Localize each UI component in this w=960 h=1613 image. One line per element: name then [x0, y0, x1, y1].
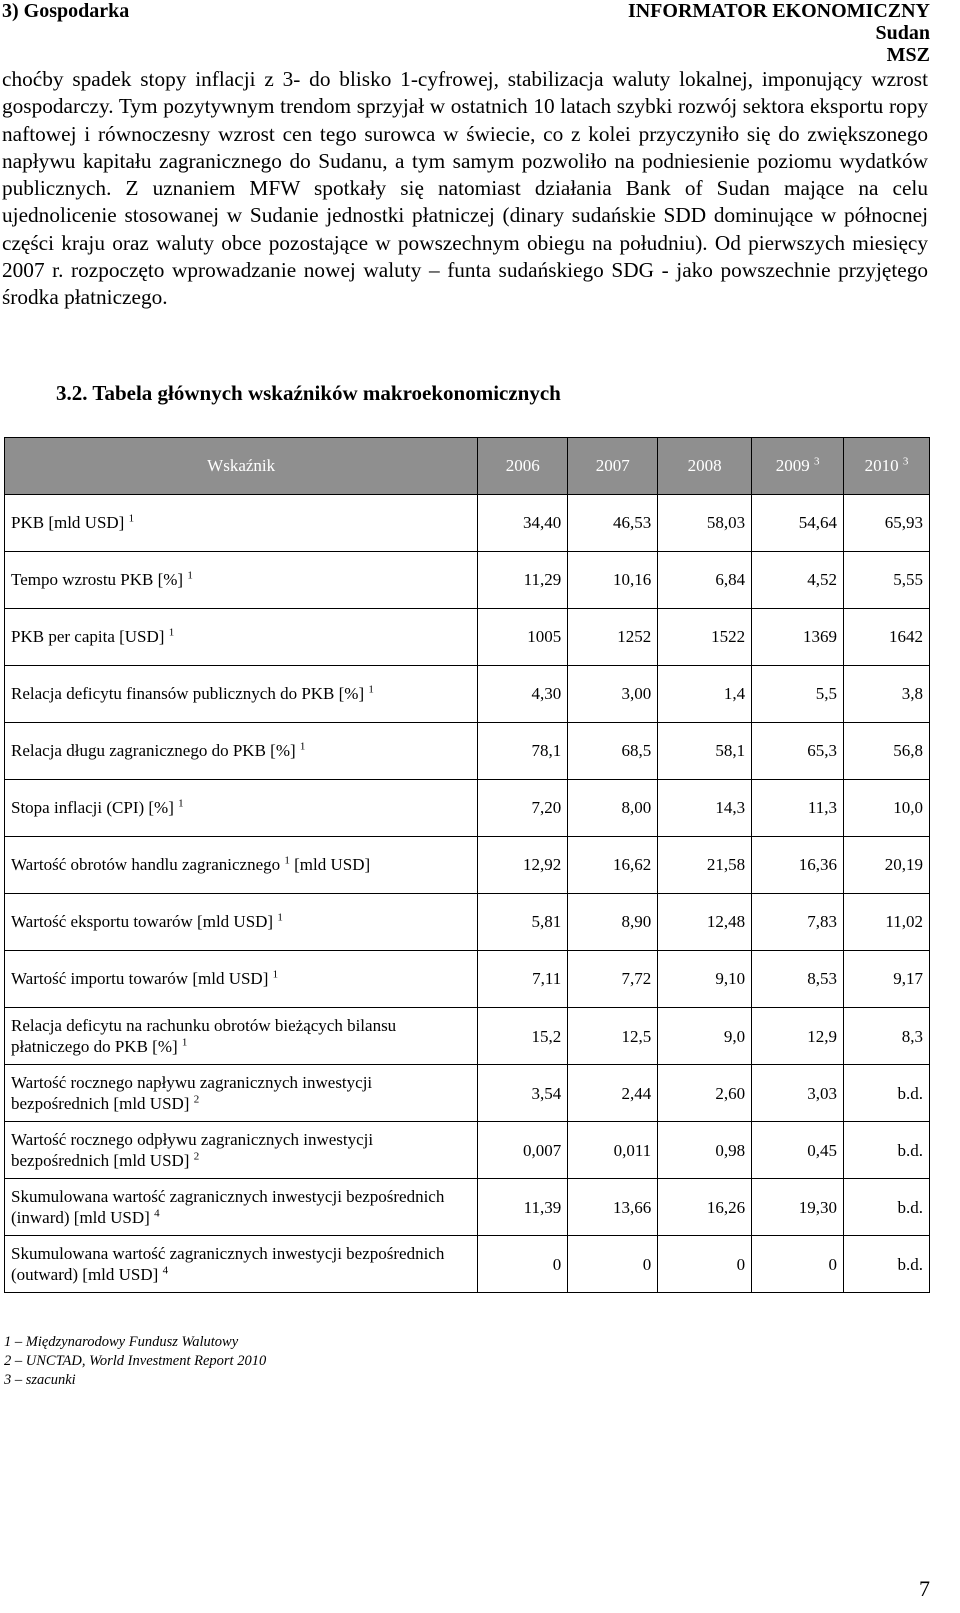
table-cell-value: 7,11 — [478, 951, 568, 1008]
table-header-year — [478, 438, 568, 495]
table-cell-value: 7,83 — [752, 894, 844, 951]
table-cell-value: 58,03 — [658, 495, 752, 552]
table-cell-value: 1005 — [478, 609, 568, 666]
indicator-label: PKB per capita [USD] — [11, 627, 165, 646]
table-cell-value: 8,90 — [568, 894, 658, 951]
indicator-name — [5, 609, 478, 666]
table-cell-value: 7,20 — [478, 780, 568, 837]
document-header-country: Sudan — [875, 22, 930, 44]
table-cell-value: 5,81 — [478, 894, 568, 951]
table-cell-value: 20,19 — [844, 837, 930, 894]
footnote-marker: 1 — [284, 854, 290, 867]
table-row — [5, 1179, 930, 1236]
indicator-name — [5, 723, 478, 780]
table-cell-value: 1522 — [658, 609, 752, 666]
indicator-name — [5, 552, 478, 609]
indicator-label: Wartość importu towarów [mld USD] — [11, 969, 269, 988]
table-cell-value: 78,1 — [478, 723, 568, 780]
year-footnote-marker: 3 — [902, 455, 909, 468]
table-row — [5, 723, 930, 780]
document-header — [628, 0, 930, 66]
footnote-marker: 1 — [299, 740, 306, 753]
table-cell-value: b.d. — [844, 1065, 930, 1122]
table-cell-value: 12,5 — [568, 1008, 658, 1065]
table-cell-value: 19,30 — [752, 1179, 844, 1236]
table-cell-value: b.d. — [844, 1179, 930, 1236]
table-cell-value: 12,48 — [658, 894, 752, 951]
footnote-marker: 1 — [181, 1036, 188, 1049]
table-cell-value: 5,55 — [844, 552, 930, 609]
table-cell-value: 58,1 — [658, 723, 752, 780]
indicator-name — [5, 666, 478, 723]
table-cell-value: 0 — [658, 1236, 752, 1293]
indicator-name — [5, 495, 478, 552]
table-cell-value: 4,30 — [478, 666, 568, 723]
footnote-marker: 2 — [193, 1093, 200, 1106]
table-cell-value: 1252 — [568, 609, 658, 666]
table-row — [5, 1122, 930, 1179]
table-header-indicator: Wskaźnik — [5, 438, 478, 495]
indicator-unit: [mld USD] — [289, 855, 371, 874]
indicator-name — [5, 894, 478, 951]
year-label: 2006 — [505, 456, 540, 475]
indicator-label: PKB [mld USD] — [11, 513, 125, 532]
table-cell-value: 8,3 — [844, 1008, 930, 1065]
indicator-name — [5, 837, 478, 894]
table-cell-value: 2,60 — [658, 1065, 752, 1122]
year-footnote-marker: 3 — [813, 455, 820, 468]
table-cell-value: 7,72 — [568, 951, 658, 1008]
table-cell-value: 10,0 — [844, 780, 930, 837]
year-label: 2008 — [687, 456, 722, 475]
footnote: 3 – szacunki — [4, 1372, 76, 1388]
table-row — [5, 666, 930, 723]
table-cell-value: 11,3 — [752, 780, 844, 837]
table-cell-value: 12,9 — [752, 1008, 844, 1065]
indicator-label: Relacja długu zagranicznego do PKB [%] — [11, 741, 296, 760]
footnote-marker: 1 — [187, 569, 193, 582]
indicator-name — [5, 1122, 478, 1179]
table-cell-value: 2,44 — [568, 1065, 658, 1122]
indicator-label: Relacja deficytu finansów publicznych do PKB [%] — [11, 684, 365, 703]
footnote-marker: 1 — [128, 512, 135, 525]
indicator-name — [5, 1065, 478, 1122]
indicators-table — [4, 437, 930, 1293]
table-row — [5, 894, 930, 951]
footnote-marker: 1 — [368, 683, 374, 696]
table-cell-value: 0 — [568, 1236, 658, 1293]
year-label: 2007 — [595, 456, 630, 475]
page-number: 7 — [919, 1576, 930, 1601]
table-header-row — [5, 438, 930, 495]
table-cell-value: 12,92 — [478, 837, 568, 894]
table-cell-value: 11,39 — [478, 1179, 568, 1236]
table-cell-value: 16,62 — [568, 837, 658, 894]
table-cell-value: 1642 — [844, 609, 930, 666]
footnote: 2 – UNCTAD, World Investment Report 2010 — [4, 1353, 267, 1369]
indicator-label: Skumulowana wartość zagranicznych inwestycji bezpośrednich (outward) [mld USD] — [11, 1244, 445, 1284]
footnote-marker: 1 — [272, 968, 279, 981]
table-cell-value: 13,66 — [568, 1179, 658, 1236]
table-cell-value: 11,29 — [478, 552, 568, 609]
table-cell-value: 9,10 — [658, 951, 752, 1008]
table-cell-value: 5,5 — [752, 666, 844, 723]
table-cell-value: 65,3 — [752, 723, 844, 780]
footnote-marker: 4 — [162, 1264, 169, 1277]
footnote-marker: 1 — [277, 911, 283, 924]
footnotes — [4, 1333, 266, 1390]
table-cell-value: 21,58 — [658, 837, 752, 894]
table-cell-value: 34,40 — [478, 495, 568, 552]
table-row — [5, 495, 930, 552]
table-header-year — [568, 438, 658, 495]
footnote-marker: 1 — [178, 797, 184, 810]
indicator-label: Wartość obrotów handlu zagranicznego — [11, 855, 281, 874]
table-cell-value: 0 — [752, 1236, 844, 1293]
table-cell-value: 65,93 — [844, 495, 930, 552]
table-cell-value: 3,8 — [844, 666, 930, 723]
table-row — [5, 780, 930, 837]
footnote-marker: 1 — [168, 626, 175, 639]
table-cell-value: 16,26 — [658, 1179, 752, 1236]
footnote-marker: 4 — [154, 1207, 160, 1220]
indicator-label: Relacja deficytu na rachunku obrotów bieżących bilansu płatniczego do PKB [%] — [11, 1016, 397, 1056]
table-cell-value: 10,16 — [568, 552, 658, 609]
table-cell-value: 15,2 — [478, 1008, 568, 1065]
indicator-name — [5, 780, 478, 837]
indicator-label: Stopa inflacji (CPI) [%] — [11, 798, 174, 817]
indicator-label: Wartość rocznego odpływu zagranicznych inwestycji bezpośrednich [mld USD] — [11, 1130, 374, 1170]
section-title: 3.2. Tabela głównych wskaźników makroekonomicznych — [56, 381, 561, 405]
indicator-name — [5, 951, 478, 1008]
indicator-name — [5, 1008, 478, 1065]
document-header-ministry: MSZ — [886, 44, 930, 66]
table-cell-value: 3,00 — [568, 666, 658, 723]
table-cell-value: 68,5 — [568, 723, 658, 780]
table-cell-value: 14,3 — [658, 780, 752, 837]
table-row — [5, 609, 930, 666]
indicator-label: Wartość rocznego napływu zagranicznych inwestycji bezpośrednich [mld USD] — [11, 1073, 373, 1113]
table-cell-value: 56,8 — [844, 723, 930, 780]
footnote-marker: 2 — [193, 1150, 200, 1163]
year-label: 2010 — [864, 456, 899, 475]
table-cell-value: 8,00 — [568, 780, 658, 837]
table-cell-value: 3,54 — [478, 1065, 568, 1122]
table-cell-value: b.d. — [844, 1122, 930, 1179]
table-cell-value: 16,36 — [752, 837, 844, 894]
table-row — [5, 837, 930, 894]
table-row — [5, 951, 930, 1008]
table-header-year — [844, 438, 930, 495]
table-cell-value: 8,53 — [752, 951, 844, 1008]
table-cell-value: 9,17 — [844, 951, 930, 1008]
table-cell-value: 1,4 — [658, 666, 752, 723]
indicator-label: Wartość eksportu towarów [mld USD] — [11, 912, 274, 931]
table-cell-value: 0,007 — [478, 1122, 568, 1179]
table-cell-value: 0,98 — [658, 1122, 752, 1179]
table-cell-value: 0,45 — [752, 1122, 844, 1179]
table-cell-value: 46,53 — [568, 495, 658, 552]
body-paragraph: choćby spadek stopy inflacji z 3- do blisko 1-cyfrowej, stabilizacja waluty lokalnej, imponujący wzrost gospodarczy. Tym pozytywnym trendom sprzyjał w ostatnich 10 latach szybki rozwój sektora eksportu ropy naftowej i równoczesny wzrost cen tego surowca w świecie, co z kolei przyczyniło się do zwiększonego napływu kapitału zagranicznego do Sudanu, a tym samym pozwoliło na podniesienie poziomu wydatków publicznych. Z uznaniem MFW spotkały się natomiast działania Bank of Sudan mające na celu ujednolicenie stosowanej w Sudanie jednostki płatniczej (dinary sudańskie SDD dominujące w północnej części kraju oraz waluty obce pozostające w powszechnym obiegu na południu). Od pierwszych miesięcy 2007 r. rozpoczęto wprowadzanie nowej waluty – funta sudańskiego SDG - jako powszechnie przyjętego środka płatniczego. — [2, 67, 928, 310]
table-row — [5, 1008, 930, 1065]
table-cell-value: 0 — [478, 1236, 568, 1293]
table-cell-value: 54,64 — [752, 495, 844, 552]
table-cell-value: 4,52 — [752, 552, 844, 609]
table-cell-value: 3,03 — [752, 1065, 844, 1122]
table-cell-value: b.d. — [844, 1236, 930, 1293]
table-cell-value: 11,02 — [844, 894, 930, 951]
document-header-title: INFORMATOR EKONOMICZNY — [627, 0, 930, 22]
indicator-label: Tempo wzrostu PKB [%] — [11, 570, 184, 589]
indicator-label: Skumulowana wartość zagranicznych inwestycji bezpośrednich (inward) [mld USD] — [11, 1187, 445, 1227]
table-header-year — [752, 438, 844, 495]
table-row — [5, 1065, 930, 1122]
footnote: 1 – Międzynarodowy Fundusz Walutowy — [4, 1334, 239, 1350]
indicator-name — [5, 1179, 478, 1236]
table-header-year — [658, 438, 752, 495]
table-cell-value: 0,011 — [568, 1122, 658, 1179]
table-cell-value: 6,84 — [658, 552, 752, 609]
table-row — [5, 1236, 930, 1293]
table-body — [5, 495, 930, 1293]
year-label: 2009 — [775, 456, 810, 475]
table-row — [5, 552, 930, 609]
indicator-name — [5, 1236, 478, 1293]
table-cell-value: 1369 — [752, 609, 844, 666]
section-header: 3) Gospodarka — [2, 0, 130, 22]
table-cell-value: 9,0 — [658, 1008, 752, 1065]
